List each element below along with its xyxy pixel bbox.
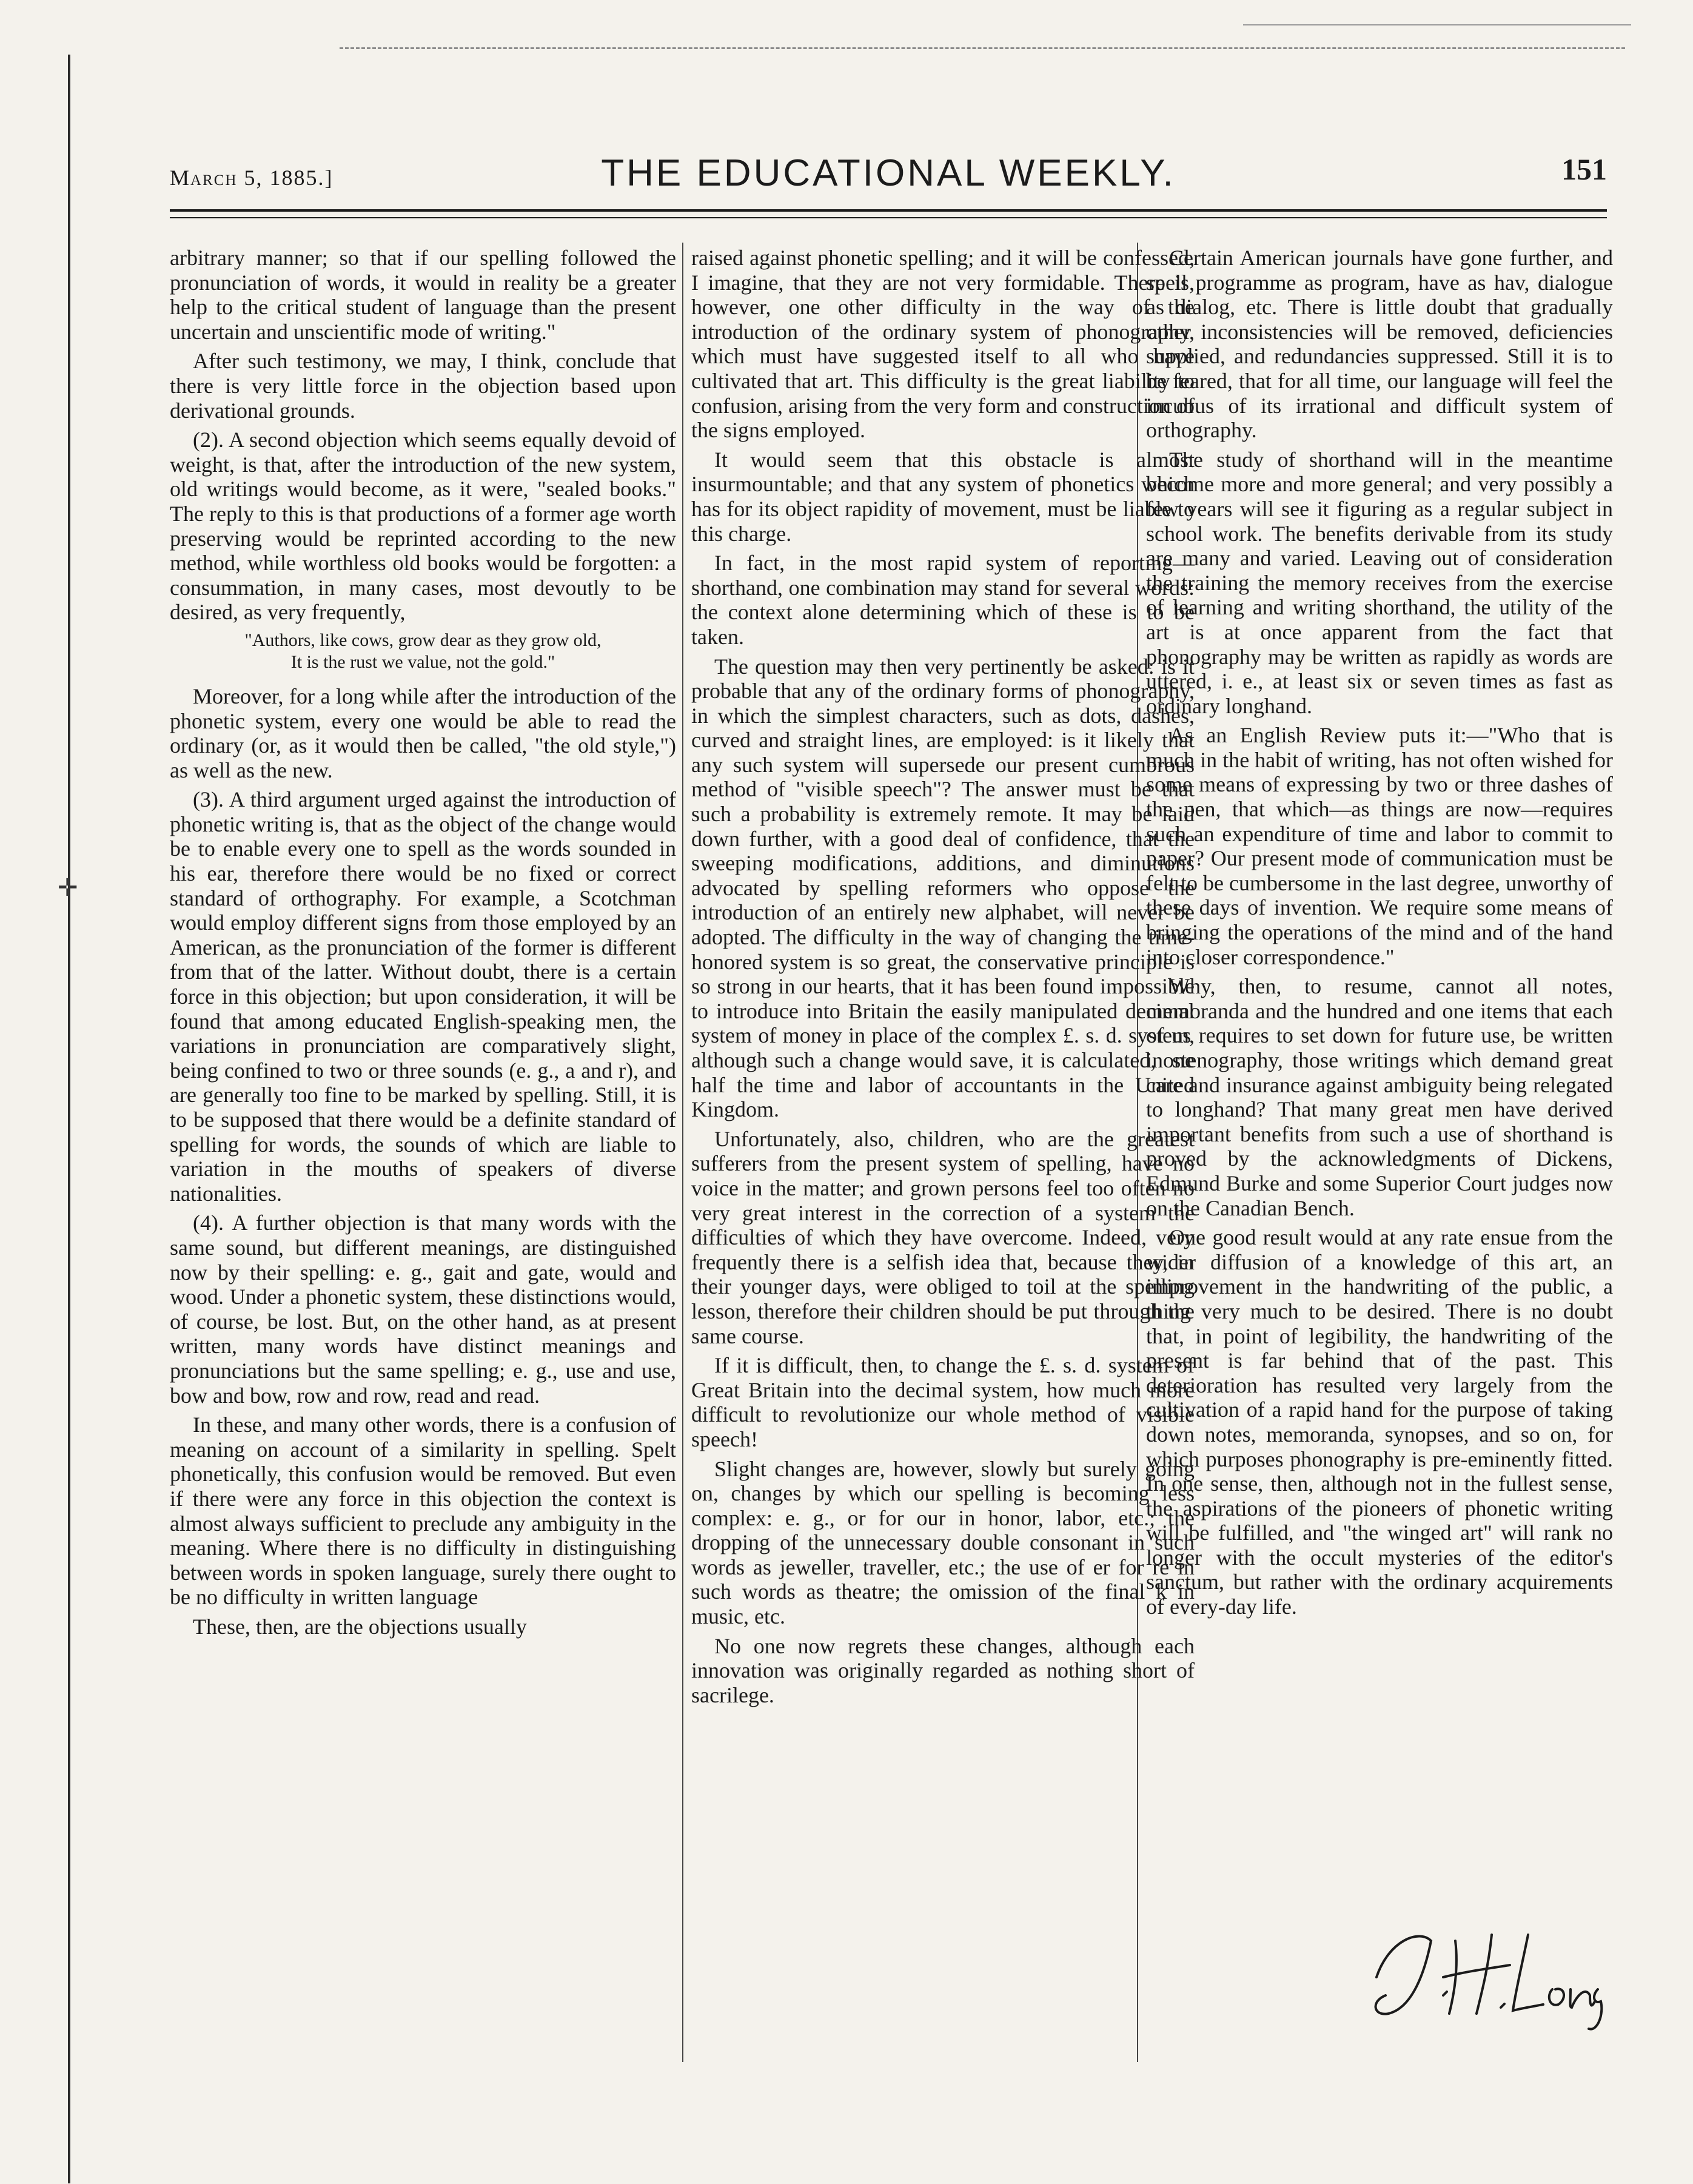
journal-title: THE EDUCATIONAL WEEKLY.: [601, 152, 1176, 194]
column-left: [170, 246, 676, 1644]
paragraph: (4). A further objection is that many words with the same sound, but different meanings, are distinguished now by their spelling: e. g., gait and gate, would and wood. Under a phonetic system, these distinctions would, of course, be lost. But, on the other hand, as at present written, many words have distinct meanings and pronunciations but the same spelling; e. g., use and use, bow and bow, row and row, read and read.: [170, 1211, 676, 1408]
verse-quote: [170, 630, 676, 673]
header-rule-thick: [170, 209, 1607, 212]
paragraph: Moreover, for a long while after the introduction of the phonetic system, every one would be able to read the ordinary (or, as it would then be called, "the old style,") as well as the new.: [170, 684, 676, 782]
column-middle: [691, 246, 1195, 1712]
paragraph: Unfortunately, also, children, who are the greatest sufferers from the present system of spelling, have no voice in the matter; and grown persons feel too often no very great interest in the correction of a system the difficulties of which they have overcome. Indeed, very frequently there is a selfish idea that, because they, in their younger days, were obliged to toil at the spelling lesson, therefore their children should be put through the same course.: [691, 1126, 1195, 1348]
paragraph: These, then, are the objections usually: [193, 1614, 527, 1639]
page-header: [170, 152, 1607, 200]
paragraph: As an English Review puts it:—"Who that is much in the habit of writing, has not often wished for some means of expressing by two or three dashes of the pen, that which—as things are now—requires such an expenditure of time and labor to commit to paper? Our present mode of communication must be felt to be cumbersome in the last degree, unworthy of these days of invention. We require some means of bringing the operations of the mind and of the hand into closer correspondence.": [1146, 723, 1613, 969]
signature-drawing: [1352, 1904, 1607, 2038]
paragraph: The question may then very pertinently be asked: is it probable that any of the ordinary forms of phonography, in which the simplest characters, such as dots, dashes, curved and straight lines, are employed: is it likely that any such system will supersede our present cumbrous method of "visible speech"? The answer must be that such a probability is extremely remote. It may be laid down further, with a good deal of confidence, that the sweeping modifications, additions, and diminutions advocated by spelling reformers who oppose the introduction of an entirely new alphabet, will never be adopted. The difficulty in the way of changing the time-honored system is so great, the conservative principle is so strong in our hearts, that it has been found impossible to introduce into Britain the easily manipulated decimal system of money in place of the complex £. s. d. system, although such a change would save, it is calculated, one half the time and labor of accountants in the United Kingdom.: [691, 654, 1195, 1122]
issue-date: March 5, 1885.]: [170, 166, 334, 190]
paragraph: raised against phonetic spelling; and it will be confessed, I imagine, that they are not very formidable. There is, however, one other difficulty in the way of the introduction of the ordinary system of phonography, which must have suggested itself to all who have cultivated that art. This difficulty is the great liability to confusion, arising from the very form and construction of the signs employed.: [691, 246, 1195, 443]
paragraph: Slight changes are, however, slowly but surely going on, changes by which our spelling is becoming less complex: e. g., or for our in honor, labor, etc.; the dropping of the unnecessary double consonant in such words as jeweller, traveller, etc.; the use of er for re in such words as theatre; the omission of the final k in music, etc.: [691, 1456, 1195, 1629]
paragraph: (3). A third argument urged against the introduction of phonetic writing is, that as the object of the change would be to enable every one to spell as the words sounded in his ear, therefore there would be no fixed or correct standard of orthography. For example, a Scotchman would employ different signs from those employed by an American, as the pronunciation of the former is different from that of the latter. Without doubt, there is a certain force in this objection; but upon consideration, it will be found that among educated English-speaking men, the variations in pronunciation are comparatively slight, being confined to two or three sounds (e. g., a and r), and are generally too fine to be marked by spelling. Still, it is to be supposed that there would be a definite standard of spelling for words, the sounds of which are liable to variation in the mouths of speakers of diverse nationalities.: [170, 787, 676, 1206]
page-number: 151: [1561, 152, 1607, 186]
column-divider: [682, 243, 683, 2062]
paragraph: After such testimony, we may, I think, conclude that there is very little force in the objection based upon derivational grounds.: [170, 349, 676, 423]
paragraph: Certain American journals have gone further, and spell programme as program, have as hav, dialogue as dialog, etc. There is little doubt that gradually other inconsistencies will be removed, deficiencies supplied, and redundancies suppressed. Still it is to be feared, that for all time, our language will feel the incubus of its irrational and difficult system of orthography.: [1146, 246, 1613, 443]
paragraph: One good result would at any rate ensue from the wider diffusion of a knowledge of this art, an improvement in the handwriting of the public, a thing very much to be desired. There is no doubt that, in point of legibility, the handwriting of the present is far behind that of the past. This deterioration has resulted very largely from the cultivation of a rapid hand for the purpose of taking down notes, memoranda, synopses, and so on, for which purposes phonography is pre-eminently fitted. In one sense, then, although not in the fullest sense, the aspirations of the pioneers of phonetic writing will be fulfilled, and "the winged art" will rank no longer with the occult mysteries of the editor's sanctum, but rather with the ordinary acquirements of every-day life.: [1146, 1225, 1613, 1619]
paragraph: (2). A second objection which seems equally devoid of weight, is that, after the introduction of the new system, old writings would become, as it were, "sealed books." The reply to this is that productions of a former age worth preserving would be reprinted according to the new method, while worthless old books would be forgotten: a consummation, in many cases, most devoutly to be desired, as very frequently,: [170, 428, 676, 625]
paragraph: Why, then, to resume, cannot all notes, memoranda and the hundred and one items that each of us requires to set down for future use, be written in stenography, those writings which demand great care and insurance against ambiguity being relegated to longhand? That many great men have derived important benefits from such a use of shorthand is proved by the acknowledgments of Dickens, Edmund Burke and some Superior Court judges now on the Canadian Bench.: [1146, 974, 1613, 1220]
header-rule-thin: [170, 217, 1607, 218]
author-signature: [1352, 1904, 1607, 2038]
margin-mark: ✛: [58, 874, 78, 901]
top-border-line: [1243, 24, 1631, 25]
binding-margin-line: [68, 55, 70, 2183]
quote-line: It is the rust we value, not the gold.": [290, 651, 555, 672]
paragraph: arbitrary manner; so that if our spelling followed the pronunciation of words, it would in reality be a greater help to the critical student of language than the present uncertain and unscientific mode of writing.": [170, 246, 676, 344]
paragraph: In fact, in the most rapid system of reporting—shorthand, one combination may stand for several words: the context alone determining which of these is to be taken.: [691, 551, 1195, 649]
paragraph: The study of shorthand will in the meantime become more and more general; and very possibly a few years will see it figuring as a regular subject in school work. The benefits derivable from its study are many and varied. Leaving out of consideration the training the memory receives from the exercise of learning and writing shorthand, the utility of the art is at once apparent from the fact that phonography may be written as rapidly as words are uttered, i. e., at least six or seven times as fast as ordinary longhand.: [1146, 447, 1613, 718]
paragraph: In these, and many other words, there is a confusion of meaning on account of a similarity in spelling. Spelt phonetically, this confusion would be removed. But even if there were any force in this objection the context is almost always sufficient to preclude any ambiguity in the meaning. Where there is no difficulty in distinguishing between words in spoken language, surely there ought to be no difficulty in written language: [170, 1413, 676, 1610]
quote-line: "Authors, like cows, grow dear as they grow old,: [244, 630, 602, 650]
paragraph: If it is difficult, then, to change the £. s. d. system of Great Britain into the decimal system, how much more difficult to revolutionize our whole method of visible speech!: [691, 1353, 1195, 1451]
column-right: [1146, 246, 1613, 1624]
paragraph: No one now regrets these changes, although each innovation was originally regarded as nothing short of sacrilege.: [691, 1633, 1195, 1707]
scan-edge-line: [340, 47, 1625, 49]
paragraph: It would seem that this obstacle is almost insurmountable; and that any system of phonetics which has for its object rapidity of movement, must be liable to this charge.: [691, 447, 1195, 546]
